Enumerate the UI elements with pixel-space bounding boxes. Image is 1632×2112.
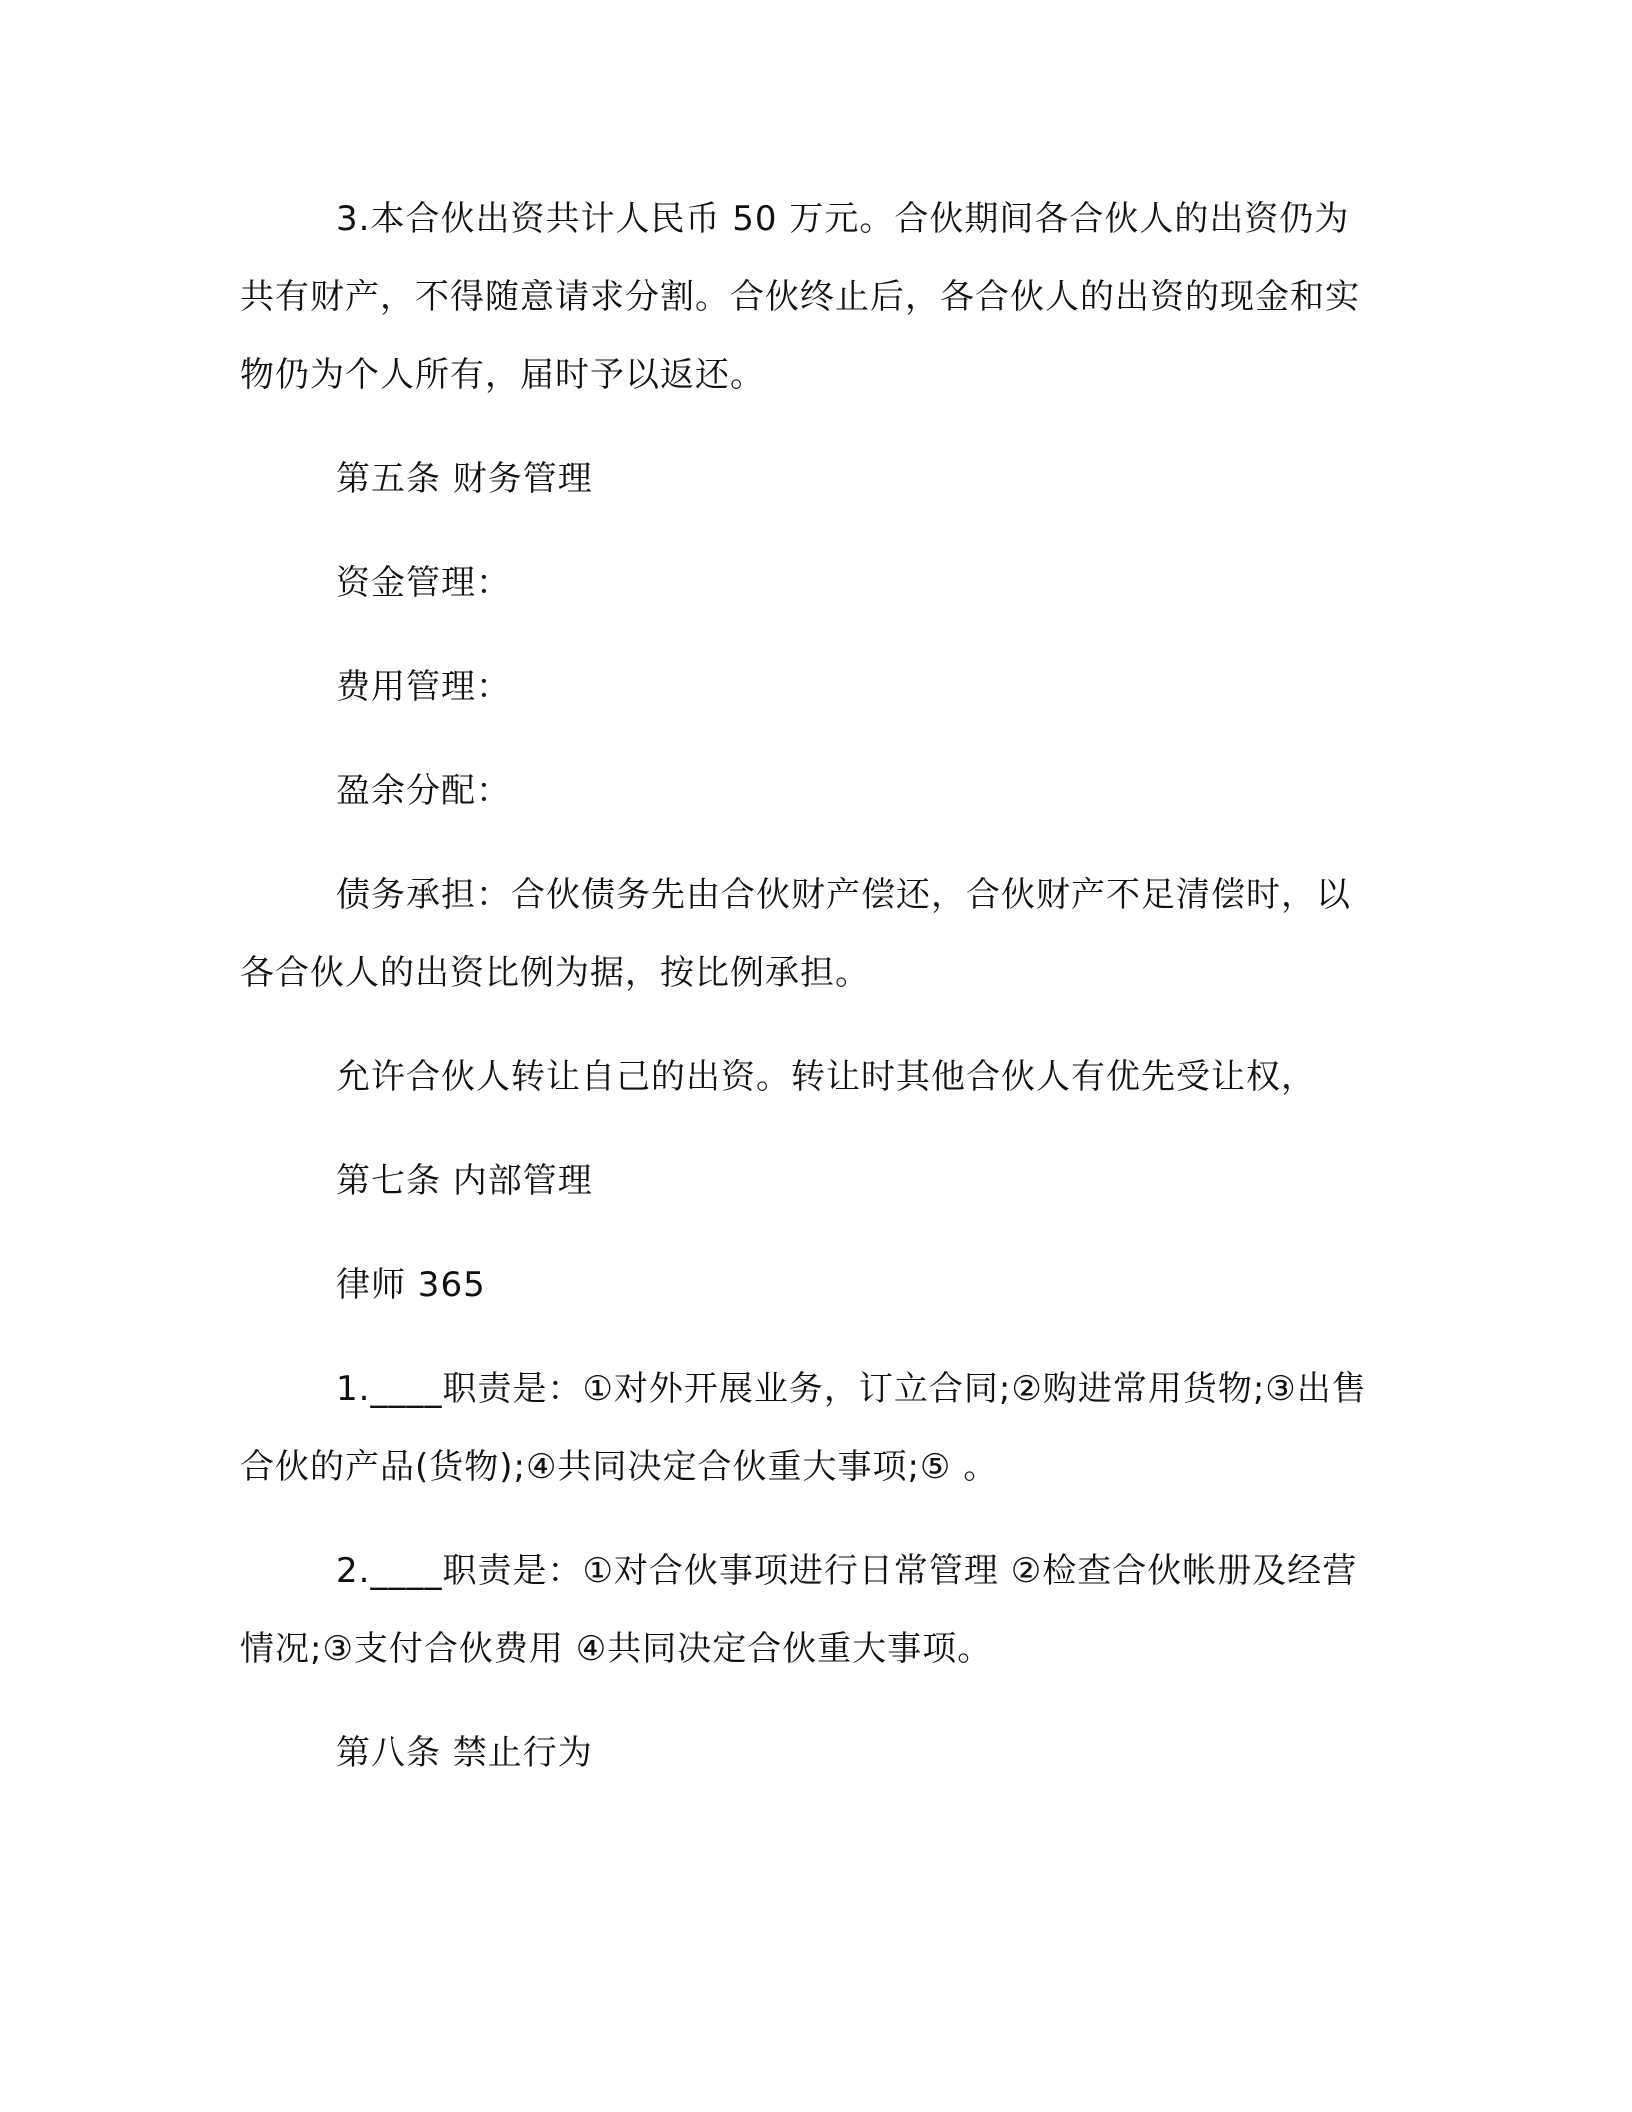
watermark-text: 律师 365 — [336, 1265, 486, 1305]
document-body — [240, 180, 1370, 1792]
paragraph-profit-distribution: 盈余分配： — [336, 771, 511, 811]
paragraph-duty-1: 1.____职责是：①对外开展业务，订立合同;②购进常用货物;③出售合伙的产品(货物);④共同决定合伙重大事项;⑤ 。 — [240, 1369, 1367, 1487]
paragraph-duty-2: 2.____职责是：①对合伙事项进行日常管理 ②检查合伙帐册及经营情况;③支付合伙费用 ④共同决定合伙重大事项。 — [240, 1551, 1358, 1669]
paragraph-capital-contribution: 3.本合伙出资共计人民币 50 万元。合伙期间各合伙人的出资仍为共有财产，不得随意请求分割。合伙终止后，各合伙人的出资的现金和实物仍为个人所有，届时予以返还。 — [240, 199, 1360, 395]
paragraph-debt-liability: 债务承担：合伙债务先由合伙财产偿还，合伙财产不足清偿时，以各合伙人的出资比例为据，按比例承担。 — [240, 875, 1351, 993]
paragraph-contribution-transfer: 允许合伙人转让自己的出资。转让时其他合伙人有优先受让权， — [336, 1057, 1316, 1097]
paragraph-expense-management: 费用管理： — [336, 667, 511, 707]
paragraph-fund-management: 资金管理： — [336, 563, 511, 603]
heading-article-8-prohibited: 第八条 禁止行为 — [336, 1733, 593, 1773]
heading-article-7-internal: 第七条 内部管理 — [336, 1161, 593, 1201]
heading-article-5-finance: 第五条 财务管理 — [336, 459, 593, 499]
